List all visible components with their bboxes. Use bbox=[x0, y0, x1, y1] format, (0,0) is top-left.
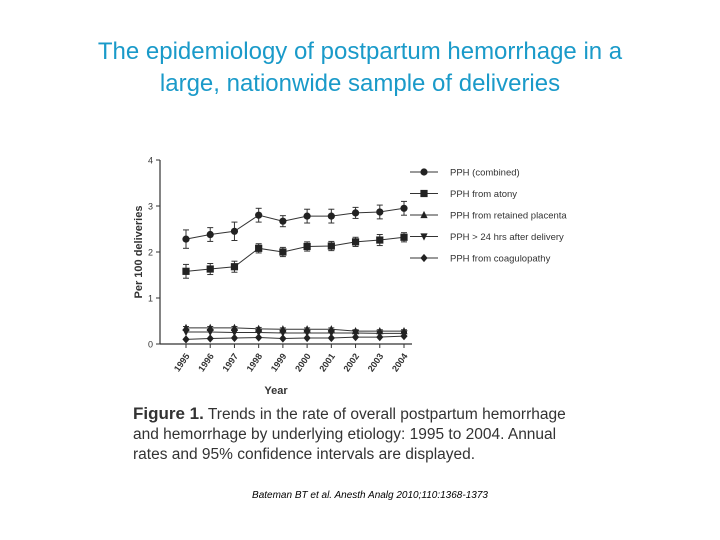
data-point bbox=[182, 335, 189, 343]
figure-label: Figure 1. bbox=[133, 404, 204, 423]
series-line-3 bbox=[186, 328, 404, 331]
x-axis-title: Year bbox=[264, 385, 288, 397]
x-tick-label: 1997 bbox=[220, 351, 241, 374]
y-axis-title: Per 100 deliveries bbox=[133, 205, 145, 299]
data-point bbox=[400, 234, 407, 241]
data-point bbox=[255, 333, 262, 341]
data-point bbox=[207, 334, 214, 342]
data-point bbox=[376, 208, 383, 215]
data-point bbox=[231, 228, 238, 235]
legend-label: PPH from atony bbox=[450, 189, 518, 200]
data-point bbox=[182, 329, 189, 336]
legend-marker bbox=[420, 190, 427, 197]
data-point bbox=[400, 205, 407, 212]
data-point bbox=[231, 334, 238, 342]
citation: Bateman BT et al. Anesth Analg 2010;110:1368-1373 bbox=[252, 490, 488, 501]
y-tick-label: 3 bbox=[147, 201, 153, 212]
data-point bbox=[304, 334, 311, 342]
figure-caption-text: Trends in the rate of overall postpartum hemorrhage and hemorrhage by underlying etiology: 1995 to 2004. Annual rates and 95% confidence intervals are displayed. bbox=[133, 406, 566, 463]
x-tick-label: 1996 bbox=[196, 351, 216, 374]
legend-marker bbox=[420, 254, 427, 262]
chart-area bbox=[120, 150, 590, 410]
x-tick-label: 1995 bbox=[171, 351, 192, 374]
data-point bbox=[207, 265, 214, 272]
data-point bbox=[182, 268, 189, 275]
data-point bbox=[279, 334, 286, 342]
series-line-1 bbox=[186, 208, 404, 239]
y-tick-label: 0 bbox=[147, 339, 153, 350]
data-point bbox=[304, 213, 311, 220]
slide-title-line-2: large, nationwide sample of deliveries bbox=[159, 70, 561, 97]
legend-label: PPH (combined) bbox=[450, 167, 520, 179]
data-point bbox=[255, 245, 262, 252]
x-tick-label: 1998 bbox=[244, 351, 265, 374]
x-tick-label: 1999 bbox=[268, 351, 289, 374]
data-point bbox=[352, 333, 359, 341]
data-point bbox=[328, 242, 335, 249]
y-tick-label: 2 bbox=[147, 247, 153, 258]
data-point bbox=[328, 334, 335, 342]
data-point bbox=[255, 212, 262, 219]
x-tick-label: 2002 bbox=[341, 351, 362, 374]
legend-label: PPH from coagulopathy bbox=[450, 253, 551, 265]
x-tick-label: 2001 bbox=[317, 351, 337, 374]
series-line-2 bbox=[186, 237, 404, 271]
slide-title-line-1: The epidemiology of postpartum hemorrhage in a bbox=[97, 38, 623, 65]
data-point bbox=[376, 333, 383, 341]
y-tick-label: 4 bbox=[147, 155, 153, 166]
series-line-4 bbox=[186, 332, 404, 333]
data-point bbox=[207, 231, 214, 238]
x-tick-label: 2000 bbox=[293, 351, 313, 374]
data-point bbox=[304, 243, 311, 250]
data-point bbox=[182, 236, 189, 243]
data-point bbox=[376, 236, 383, 243]
y-tick-label: 1 bbox=[147, 293, 153, 304]
series-line-5 bbox=[186, 336, 404, 339]
data-point bbox=[231, 263, 238, 270]
legend-marker bbox=[420, 168, 427, 175]
data-point bbox=[328, 213, 335, 220]
data-point bbox=[352, 238, 359, 245]
data-point bbox=[352, 209, 359, 216]
data-point bbox=[279, 248, 286, 255]
x-tick-label: 2004 bbox=[389, 351, 410, 374]
legend-label: PPH from retained placenta bbox=[450, 210, 567, 222]
x-tick-label: 2003 bbox=[365, 351, 386, 374]
legend-label: PPH > 24 hrs after delivery bbox=[450, 232, 564, 243]
line-chart bbox=[120, 150, 590, 410]
slide-title bbox=[40, 36, 680, 100]
figure-caption bbox=[133, 404, 593, 465]
data-point bbox=[279, 218, 286, 225]
